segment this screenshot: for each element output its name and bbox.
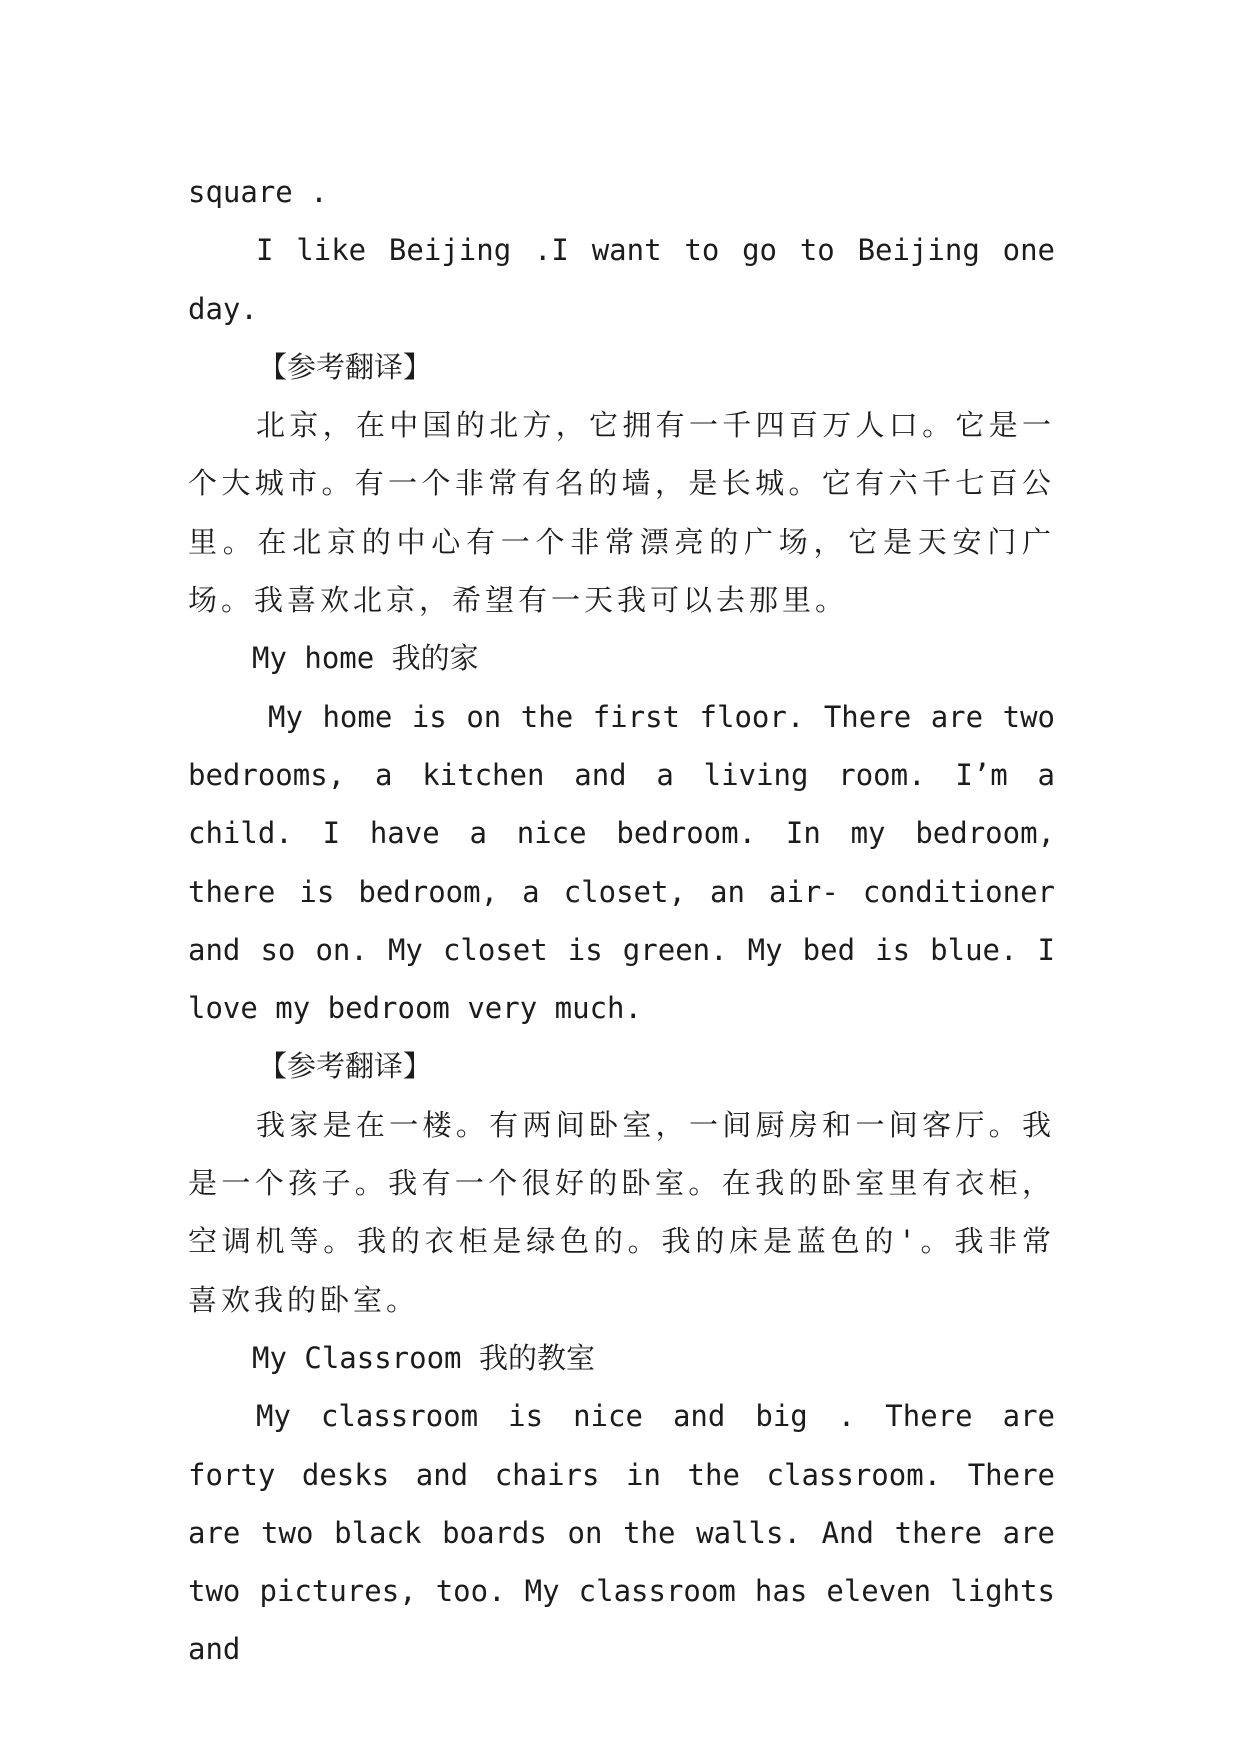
section-title-my-home: My home 我的家	[252, 641, 479, 676]
paragraph-my-classroom: My classroom is nice and big . There are forty desks and chairs in the classroom. There are two black boards on the walls. And there are two pictures, too. My classroom has eleven lights and	[188, 1399, 1055, 1667]
paragraph-my-home: My home is on the first floor. There are two bedrooms, a kitchen and a living room. I’m a child. I have a nice bedroom. In my bedroom, there is bedroom, a closet, an air- conditioner and so on. My closet is green. My bed is blue. I love my bedroom very much.	[188, 699, 1055, 1026]
section-title-my-classroom: My Classroom 我的教室	[252, 1340, 595, 1375]
reference-translation-label: 【参考翻译】	[258, 349, 433, 384]
paragraph-square: square .	[188, 175, 328, 209]
paragraph-beijing-translation: 北京，在中国的北方，它拥有一千四百万人口。它是一个大城市。有一个非常有名的墙，是长城。它有六千七百公里。在北京的中心有一个非常漂亮的广场，它是天安门广场。我喜欢北京，希望有一天我可以去那里。	[188, 408, 1055, 618]
paragraph-home-translation: 我家是在一楼。有两间卧室，一间厨房和一间客厅。我是一个孩子。我有一个很好的卧室。在我的卧室里有衣柜，空调机等。我的衣柜是绿色的。我的床是蓝色的'。我非常喜欢我的卧室。	[188, 1107, 1055, 1317]
document-body	[188, 163, 1055, 1679]
reference-translation-label: 【参考翻译】	[258, 1049, 433, 1084]
paragraph-like-beijing: I like Beijing .I want to go to Beijing one day.	[188, 233, 1055, 326]
